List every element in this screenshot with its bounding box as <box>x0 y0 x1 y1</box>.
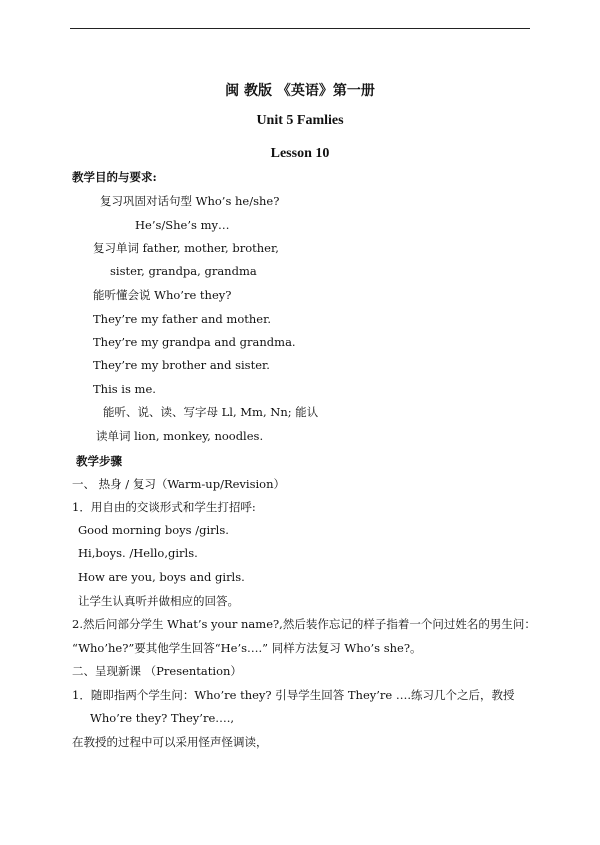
step-line: “Who’he?”要其他学生回答“He’s….” 同样方法复习 Who’s she?。 <box>72 641 422 655</box>
step-line: 2.然后问部分学生 What’s your name?,然后装作忘记的样子指着一个问过姓名的男生问： <box>72 617 536 631</box>
objective-line: 复习单词 father, mother, brother, <box>93 241 279 255</box>
objectives-heading: 教学目的与要求: <box>72 170 157 184</box>
objective-line: 能听、说、读、写字母 Ll, Mm, Nn; 能认 <box>103 405 319 419</box>
header-rule <box>70 28 530 29</box>
step-line: Who’re they? They’re…., <box>90 711 235 725</box>
step-line: 一、 热身 / 复习（Warm-up/Revision） <box>72 477 285 491</box>
page-title: 闽 教版 《英语》第一册 <box>225 83 375 99</box>
objective-line: They’re my brother and sister. <box>93 358 270 372</box>
step-line: 二、呈现新课 （Presentation） <box>72 664 242 678</box>
lesson-title: Lesson 10 <box>270 146 330 161</box>
step-line: How are you, boys and girls. <box>78 570 245 584</box>
unit-title: Unit 5 Famlies <box>256 113 344 128</box>
steps-heading: 教学步骤 <box>76 454 122 468</box>
objective-line: They’re my grandpa and grandma. <box>93 335 296 349</box>
step-line: 让学生认真听并做相应的回答。 <box>78 594 239 608</box>
objective-line: He’s/She’s my… <box>135 218 230 232</box>
objective-line: sister, grandpa, grandma <box>110 264 257 278</box>
objective-line: This is me. <box>93 382 156 396</box>
objective-line: 读单词 lion, monkey, noodles. <box>96 429 264 443</box>
step-line: Good morning boys /girls. <box>78 523 229 537</box>
step-line: 在教授的过程中可以采用怪声怪调读， <box>72 735 268 749</box>
objective-line: 能听懂会说 Who’re they? <box>93 288 232 302</box>
step-line: 1．随即指两个学生问：Who’re they? 引导学生回答 They’re ….练习几个之后，教授 <box>72 688 515 702</box>
objective-line: They’re my father and mother. <box>93 312 271 326</box>
objective-line: 复习巩固对话句型 Who’s he/she? <box>100 194 280 208</box>
step-line: 1．用自由的交谈形式和学生打招呼: <box>72 500 256 514</box>
step-line: Hi,boys. /Hello,girls. <box>78 546 198 560</box>
